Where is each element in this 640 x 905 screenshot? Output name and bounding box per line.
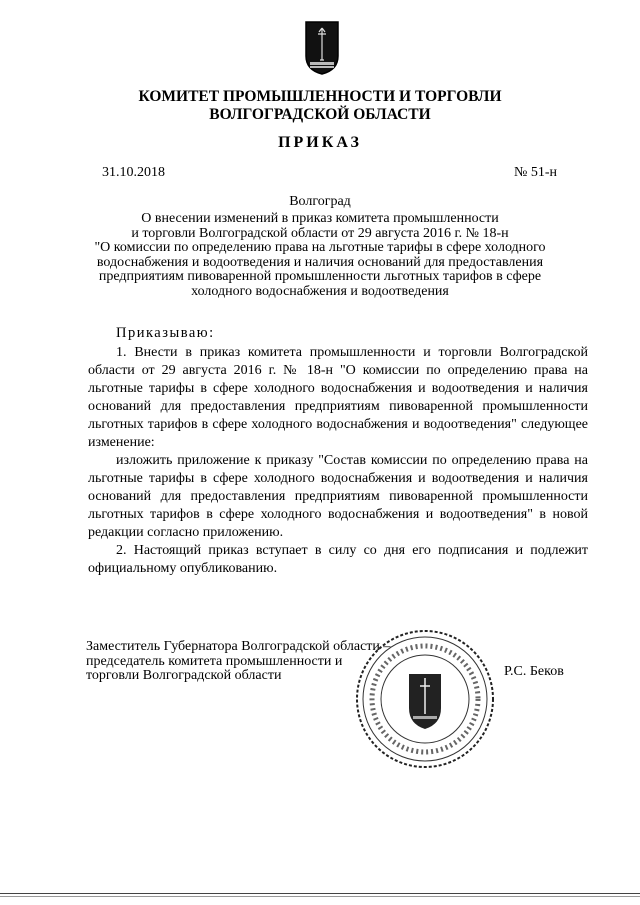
official-seal-icon bbox=[352, 626, 498, 772]
org-name-line1: КОМИТЕТ ПРОМЫШЛЕННОСТИ И ТОРГОВЛИ bbox=[138, 88, 502, 105]
bottom-border bbox=[0, 893, 640, 894]
title-line: водоснабжения и водоотведения и наличия оснований для предоставления bbox=[96, 254, 544, 270]
title-line: "О комиссии по определению права на льготные тарифы в сфере холодного bbox=[94, 240, 546, 256]
paragraph-2: изложить приложение к приказу "Состав комиссии по определению права на льготные тарифы в сфере холодного водоснабжения и водоотведения и наличия оснований для предоставления предприятиям пивоваренной промышленности льготных тарифов в сфере холодного водоснабжения и водоотведения" в новой редакции согласно приложению. bbox=[88, 453, 588, 540]
document-title bbox=[80, 212, 560, 300]
signature-title-line: Заместитель Губернатора Волгоградской области – bbox=[86, 639, 391, 654]
title-line: О внесении изменений в приказ комитета промышленности bbox=[141, 211, 499, 226]
document-number: № 51-н bbox=[514, 165, 558, 180]
signer-name: Р.С. Беков bbox=[504, 664, 564, 679]
document-type: ПРИКАЗ bbox=[278, 134, 362, 151]
signature-title-line: председатель комитета промышленности и bbox=[86, 653, 343, 669]
paragraph-1: 1. Внести в приказ комитета промышленности и торговли Волгоградской области от 29 августа 2016 г. № 18-н "О комиссии по определению права на льготные тарифы в сфере холодного водоснабжения и водоотведения и наличия оснований для предоставления предприятиям пивоваренной промышленности льготных тарифов в сфере холодного водоснабжения и водоотведения" следующее изменение: bbox=[88, 345, 588, 450]
coat-of-arms-icon bbox=[304, 20, 340, 76]
signature-block bbox=[86, 640, 390, 684]
bottom-border bbox=[0, 896, 640, 897]
document-city: Волгоград bbox=[289, 194, 351, 209]
title-line: предприятиям пивоваренной промышленности льготных тарифов в сфере bbox=[98, 269, 542, 285]
title-line: холодного водоснабжения и водоотведения bbox=[191, 283, 449, 299]
title-line: и торговли Волгоградской области от 29 августа 2016 г. № 18-н bbox=[131, 225, 509, 241]
paragraph-3: 2. Настоящий приказ вступает в силу со дня его подписания и подлежит официальному опубликованию. bbox=[88, 543, 588, 576]
document-date: 31.10.2018 bbox=[102, 165, 165, 180]
signature-title-line: торговли Волгоградской области bbox=[86, 668, 282, 683]
org-name-line2: ВОЛГОГРАДСКОЙ ОБЛАСТИ bbox=[209, 106, 431, 123]
order-word: Приказываю: bbox=[116, 325, 215, 341]
